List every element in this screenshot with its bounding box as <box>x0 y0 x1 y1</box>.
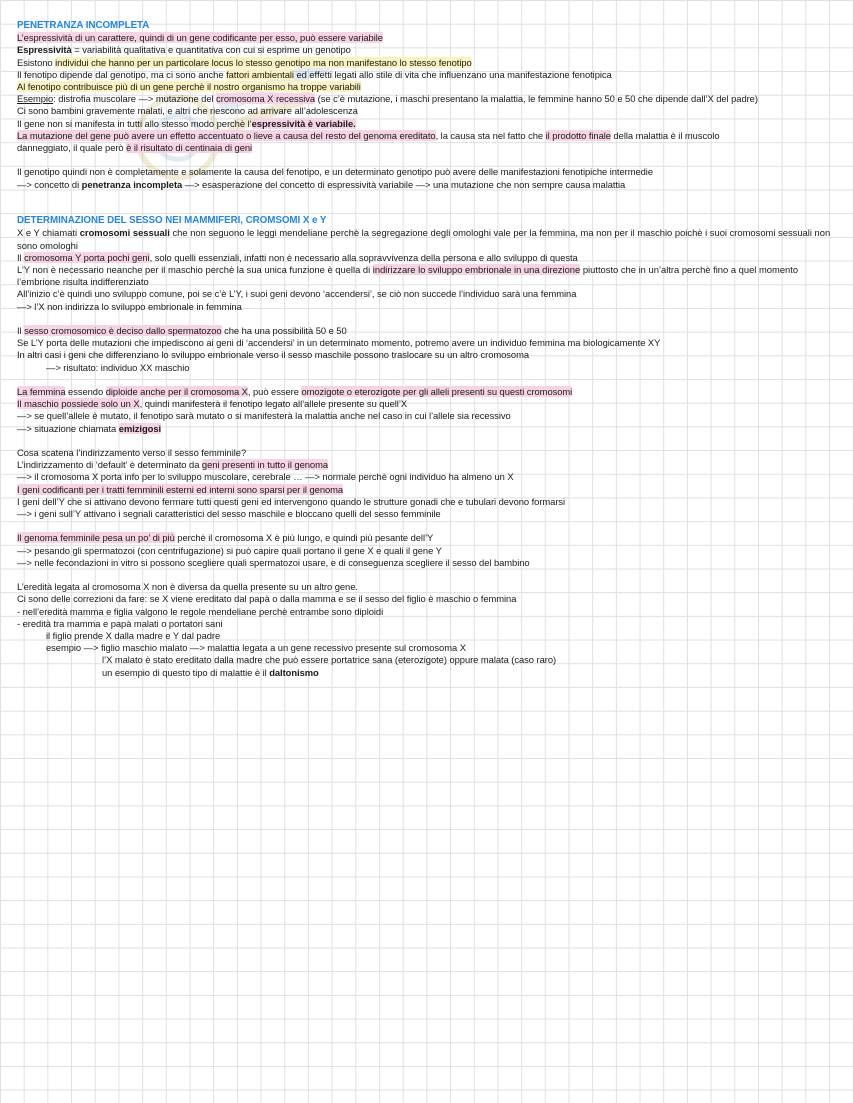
text-line: Il genoma femminile pesa un po’ di più perchè il cromosoma X è più lungo, e quindi più pesante dell’Y <box>17 532 434 544</box>
text-line: In altri casi i geni che differenziano lo sviluppo embrionale verso il sesso maschile possono traslocare su un altro cromosoma <box>17 349 530 361</box>
text-line: Il fenotipo dipende dal genotipo, ma ci sono anche fattori ambientali ed effetti legati allo stile di vita che influenzano una manifestazione fenotipica <box>17 68 612 80</box>
text-line: il figlio prende X dalla madre e Y dal padre <box>46 630 221 642</box>
text-line: —> risultato: individuo XX maschio <box>46 361 190 373</box>
spacer <box>17 520 843 532</box>
text-line: —> nelle fecondazioni in vitro si possono scegliere quali spermatozoi usare, e di conseguenza scegliere il sesso del bambino <box>17 556 530 568</box>
text-line: —> il cromosoma X porta info per lo sviluppo muscolare, cerebrale … —> normale perchè ogni individuo ha almeno un X <box>17 471 514 483</box>
text-line: Ci sono bambini gravemente malati, e altri che riescono ad arrivare all’adolescenza <box>17 105 358 117</box>
text-line: —> situazione chiamata emizigosi <box>17 422 162 434</box>
text-line: La mutazione del gene può avere un effetto accentuato o lieve a causa del resto del genoma ereditato, la causa sta nel fatto che il prodotto finale della malattia è il muscolo <box>17 129 720 141</box>
section-title-determinazione-sesso: DETERMINAZIONE DEL SESSO NEI MAMMIFERI, CROMSOMI X e Y <box>17 215 327 227</box>
text-line: I geni codificanti per i tratti femminili esterni ed interni sono sparsi per il genoma <box>17 483 344 495</box>
text-line: Al fenotipo contribuisce più di un gene perchè il nostro organismo ha troppe variabili <box>17 81 361 93</box>
text-line: Esistono individui che hanno per un particolare locus lo stesso genotipo ma non manifestano lo stesso fenotipo <box>17 56 472 68</box>
text-paragraph: X e Y chiamati cromosomi sessuali che non seguono le leggi mendeliane perchè la segregazione degli omologhi vale per la femmina, ma non per il maschio poichè i suoi cromosomi sessuali non sono omologhi <box>17 227 831 251</box>
text-line: l’X malato è stato ereditato dalla madre che può essere portatrice sana (eterozigote) oppure malata (caso raro) <box>102 654 557 666</box>
spacer <box>17 569 843 581</box>
text-line: —> se quell’allele è mutato, il fenotipo sarà mutato o si manifesterà la malattia anche nel caso in cui l’allele sia recessivo <box>17 410 511 422</box>
text-line: —> pesando gli spermatozoi (con centrifugazione) si può capire quali portano il gene X e quali il gene Y <box>17 544 442 556</box>
text-line: L’eredità legata al cromosoma X non è diversa da quella presente su un altro gene. <box>17 581 358 593</box>
text-line: —> i geni sull’Y attivano i segnali caratteristici del sesso maschile e bloccano quelli del sesso femminile <box>17 508 441 520</box>
text-line: L’indirizzamento di ‘default’ è determinato da geni presenti in tutto il genoma <box>17 459 329 471</box>
text-line: Cosa scatena l’indirizzamento verso il sesso femminile? <box>17 447 247 459</box>
text-line: Il cromosoma Y porta pochi geni, solo quelli essenziali, infatti non è necessario alla sopravvivenza della persona e allo sviluppo di questa <box>17 251 578 263</box>
text-line: Ci sono delle correzioni da fare: se X viene ereditato dal papà o dalla mamma e se il sesso del figlio è maschio o femmina <box>17 593 517 605</box>
text-line: esempio —> figlio maschio malato —> malattia legata a un gene recessivo presente sul cromosoma X <box>46 642 466 654</box>
text-line: All’inizio c’è quindi uno sviluppo comune, poi se c’è L’Y, i suoi geni devono ‘accendersi’, se ciò non succede l’individuo sarà una femmina <box>17 288 577 300</box>
text-line: danneggiato, il quale però è il risultato di centinaia di geni <box>17 142 253 154</box>
text-line: Esempio: distrofia muscolare —> mutazione del cromosoma X recessiva (se c’è mutazione, i maschi presentano la malattia, le femmine hanno 50 e 50 che dipende dall’X del padre) <box>17 93 758 105</box>
text-line: Espressività = variabilità qualitativa e quantitativa con cui si esprime un genotipo <box>17 44 351 56</box>
text-line: Il gene non si manifesta in tutti allo stesso modo perchè l’espressività è variabile. <box>17 117 356 129</box>
text-line: Se L’Y porta delle mutazioni che impediscono ai geni di ‘accendersi’ in un determinato momento, potremo avere un individuo femmina ma biologicamente XY <box>17 337 661 349</box>
text-line: L’espressività di un carattere, quindi di un gene codificante per esso, può essere variabile <box>17 32 383 44</box>
spacer <box>17 203 843 215</box>
text-line: - eredità tra mamma e papà malati o portatori sani <box>17 617 223 629</box>
spacer <box>17 191 843 203</box>
text-line: Il genotipo quindi non è completamente e solamente la causa del fenotipo, e un determinato genotipo può avere delle manifestazioni fenotipiche intermedie <box>17 166 654 178</box>
spacer <box>17 374 843 386</box>
text-line: Il sesso cromosomico è deciso dallo spermatozoo che ha una possibilità 50 e 50 <box>17 325 347 337</box>
text-line: I geni dell’Y che si attivano devono fermare tutti questi geni ed intervengono quando le strutture gonadi che e tubulari devono formarsi <box>17 495 566 507</box>
spacer <box>17 313 843 325</box>
spacer <box>17 435 843 447</box>
text-line: —> concetto di penetranza incompleta —> esasperazione del concetto di espressività variabile —> una mutazione che non sempre causa malattia <box>17 178 626 190</box>
text-line: —> l’X non indirizza lo sviluppo embrionale in femmina <box>17 300 242 312</box>
text-paragraph: L’Y non è necessario neanche per il maschio perchè la sua unica funzione è quella di indirizzare lo sviluppo embrionale in una direzione piuttosto che in un’altra perchè fino a quel momento l’embrione risulta indifferenziato <box>17 264 799 288</box>
text-line: un esempio di questo tipo di malattie è il daltonismo <box>102 666 319 678</box>
text-line: La femmina essendo diploide anche per il cromosoma X, può essere omozigote o eterozigote per gli alleli presenti su questi cromosomi <box>17 386 573 398</box>
text-line: - nell’eredità mamma e figlia valgono le regole mendeliane perchè entrambe sono diploidi <box>17 605 384 617</box>
spacer <box>17 154 843 166</box>
document-page <box>17 20 843 679</box>
text-line: Il maschio possiede solo un X, quindi manifesterà il fenotipo legato all’allele presente su quell’X <box>17 398 408 410</box>
section-title-penetranza: PENETRANZA INCOMPLETA <box>17 20 150 31</box>
